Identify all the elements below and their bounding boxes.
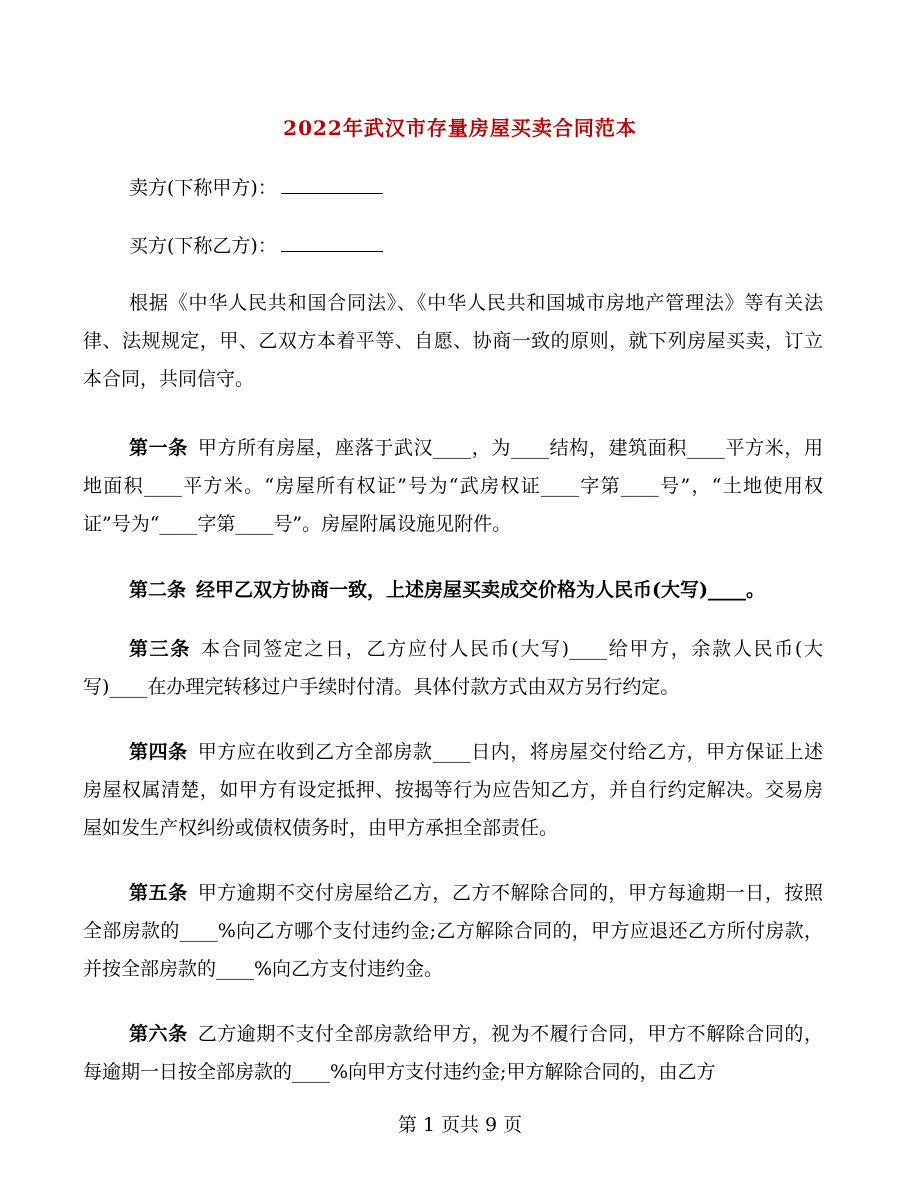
buyer-blank — [281, 250, 383, 252]
article-2 — [83, 571, 823, 609]
article-1-text: 甲方所有房屋，座落于武汉____，为____结构，建筑面积____平方米，用地面积____平方米。“房屋所有权证”号为“武房权证____字第____号”，“土地使用权证”号为“____字第____号”。房屋附属设施见附件。 — [83, 437, 823, 535]
article-6 — [83, 1015, 823, 1091]
article-2-text: 经甲乙双方协商一致，上述房屋买卖成交价格为人民币(大写)____。 — [196, 579, 765, 601]
article-4-label: 第四条 — [129, 741, 188, 763]
article-4-text: 甲方应在收到乙方全部房款____日内，将房屋交付给乙方，甲方保证上述房屋权属清楚，如甲方有设定抵押、按揭等行为应告知乙方，并自行约定解决。交易房屋如发生产权纠纷或债权债务时，由甲方承担全部责任。 — [83, 741, 823, 839]
article-3-text: 本合同签定之日，乙方应付人民币(大写)____给甲方，余款人民币(大写)____在办理完转移过户手续时付清。具体付款方式由双方另行约定。 — [83, 638, 823, 698]
seller-line — [129, 166, 839, 210]
article-3 — [83, 630, 823, 706]
article-2-label: 第二条 — [129, 579, 187, 601]
buyer-label: 买方(下称乙方)： — [129, 235, 277, 257]
article-6-text: 乙方逾期不支付全部房款给甲方，视为不履行合同，甲方不解除合同的，每逾期一日按全部房款的____%向甲方支付违约金;甲方解除合同的，由乙方 — [83, 1023, 823, 1083]
intro-paragraph: 根据《中华人民共和国合同法》、《中华人民共和国城市房地产管理法》等有关法律、法规规定，甲、乙双方本着平等、自愿、协商一致的原则，就下列房屋买卖，订立本合同，共同信守。 — [83, 292, 823, 390]
page-footer: 第 1 页共 9 页 — [397, 1114, 523, 1136]
article-6-label: 第六条 — [129, 1023, 188, 1045]
article-5-text: 甲方逾期不交付房屋给乙方，乙方不解除合同的，甲方每逾期一日，按照全部房款的____%向乙方哪个支付违约金;乙方解除合同的，甲方应退还乙方所付房款，并按全部房款的____%向乙方支付违约金。 — [83, 882, 823, 980]
seller-blank — [281, 192, 383, 194]
article-5 — [83, 874, 823, 988]
article-5-label: 第五条 — [129, 882, 188, 904]
article-1 — [83, 429, 823, 543]
article-1-label: 第一条 — [129, 437, 188, 459]
article-3-label: 第三条 — [129, 638, 192, 660]
document-title: 2022年武汉市存量房屋买卖合同范本 — [283, 116, 637, 140]
article-4 — [83, 733, 823, 847]
buyer-line — [129, 224, 839, 268]
seller-label: 卖方(下称甲方)： — [129, 177, 277, 199]
